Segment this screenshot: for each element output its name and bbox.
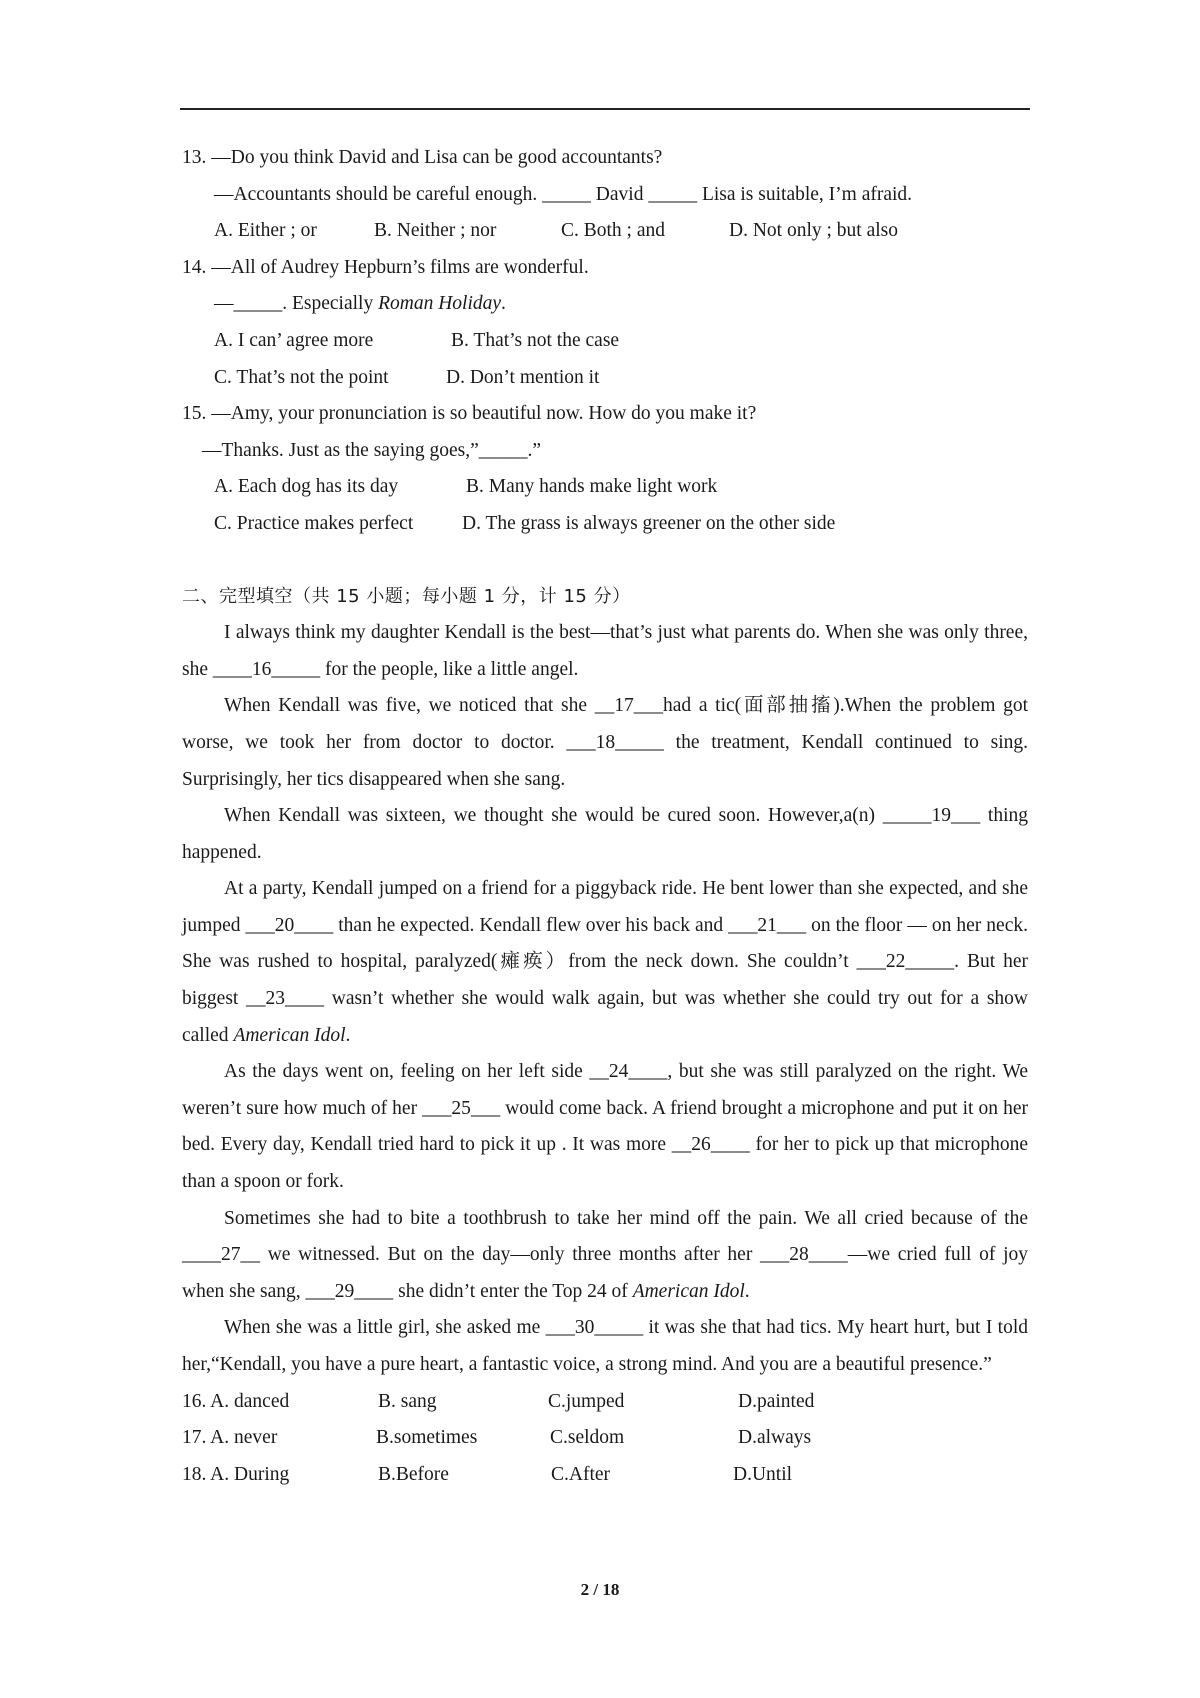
answer-row-18	[182, 1457, 1028, 1494]
page-content	[182, 140, 1028, 1493]
passage-paragraph-5: As the days went on, feeling on her left side __24____, but she was still paralyzed on the right. We weren’t sure how much of her ___25___ would come back. A friend brought a microphone and put it on her bed. Every day, Kendall tried hard to pick it up . It was more __26____ for her to pick up that microphone than a spoon or fork.	[182, 1061, 1028, 1193]
q15-option-c: C. Practice makes perfect	[214, 512, 414, 534]
answer-17-a: 17. A. never	[182, 1427, 278, 1449]
answer-row-16	[182, 1384, 1028, 1421]
answer-18-c: C.After	[551, 1463, 611, 1485]
passage-paragraph-2: When Kendall was five, we noticed that she __17___had a tic(面部抽搐).When the problem got worse, we took her from doctor to doctor. ___18_____ the treatment, Kendall continued to sing. Surprisingly, her tics disappeared when she sang.	[182, 695, 1028, 790]
q13-option-c: C. Both ; and	[561, 220, 666, 242]
q14-options-row2	[182, 360, 1028, 397]
q15-option-a: A. Each dog has its day	[214, 476, 399, 498]
passage-paragraph-7: When she was a little girl, she asked me ___30_____ it was she that had tics. My heart hurt, but I told her,“Kendall, you have a pure heart, a fantastic voice, a strong mind. And you are a beautiful presence.”	[182, 1317, 1028, 1375]
passage-p6-show-title: American Idol	[632, 1280, 745, 1302]
q14-option-d: D. Don’t mention it	[446, 366, 600, 388]
q14-option-c: C. That’s not the point	[214, 366, 389, 388]
q15-option-b: B. Many hands make light work	[466, 476, 718, 498]
answer-16-b: B. sang	[378, 1390, 437, 1412]
passage-p4-show-title: American Idol	[233, 1024, 346, 1046]
q13-stem: 13. —Do you think David and Lisa can be good accountants?	[182, 147, 663, 168]
passage-p4-text: At a party, Kendall jumped on a friend for a piggyback ride. He bent lower than she expected, and she jumped ___20____ than he expected. Kendall flew over his back and ___21___ on the floor — on her neck. She was rushed to hospital, paralyzed(瘫痪）from the neck down. She couldn’t ___22_____. But her biggest __23____ wasn’t whether she would walk again, but was whether she could try out for a show called	[182, 878, 1028, 1046]
q14-options-row1	[182, 323, 1028, 360]
q15-options-row2	[182, 506, 1028, 543]
answer-16-d: D.painted	[738, 1390, 815, 1412]
q13-option-b: B. Neither ; nor	[374, 220, 497, 242]
passage-p6-end: .	[744, 1280, 750, 1302]
q15-stem: 15. —Amy, your pronunciation is so beautiful now. How do you make it?	[182, 403, 757, 425]
answer-17-c: C.seldom	[550, 1427, 625, 1449]
page-number: 2 / 18	[580, 1580, 620, 1599]
q13-reply: —Accountants should be careful enough. _____ David _____ Lisa is suitable, I’m afraid.	[214, 183, 913, 205]
answer-16-a: 16. A. danced	[182, 1390, 290, 1412]
answer-18-a: 18. A. During	[182, 1463, 290, 1485]
q15-option-d: D. The grass is always greener on the other side	[462, 512, 836, 534]
header-rule	[180, 108, 1030, 110]
passage-p6-text: Sometimes she had to bite a toothbrush to take her mind off the pain. We all cried because of the ____27__ we witnessed. But on the day—only three months after her ___28____—we cried full of joy when she sang, ___29____ she didn’t enter the Top 24 of	[182, 1207, 1028, 1302]
q13-options	[182, 213, 1028, 250]
q14-reply-suffix: .	[501, 293, 506, 315]
passage-p4-end: .	[345, 1024, 351, 1046]
q15-reply: —Thanks. Just as the saying goes,”_____.”	[202, 439, 542, 461]
q15-options-row1	[182, 469, 1028, 506]
answer-row-17	[182, 1420, 1028, 1457]
answer-17-d: D.always	[738, 1427, 812, 1449]
q14-reply	[182, 286, 1028, 323]
answer-16-c: C.jumped	[548, 1390, 625, 1412]
answer-17-b: B.sometimes	[376, 1427, 478, 1449]
answer-18-d: D.Until	[733, 1463, 793, 1485]
section-title: 二、完型填空（共 15 小题；每小题 1 分，计 15 分）	[182, 585, 631, 607]
answer-18-b: B.Before	[378, 1463, 449, 1485]
q14-stem: 14. —All of Audrey Hepburn’s films are wonderful.	[182, 256, 589, 278]
passage-paragraph-6	[182, 1201, 1028, 1311]
passage-paragraph-1: I always think my daughter Kendall is the best—that’s just what parents do. When she was only three, she ____16_____ for the people, like a little angel.	[182, 622, 1028, 680]
q13-option-a: A. Either ; or	[214, 220, 317, 242]
q14-reply-title: Roman Holiday	[378, 293, 502, 315]
q14-reply-prefix: —_____. Especially	[214, 293, 379, 315]
passage-paragraph-3: When Kendall was sixteen, we thought she would be cured soon. However,a(n) _____19___ thing happened.	[182, 805, 1028, 863]
q14-option-a: A. I can’ agree more	[214, 329, 374, 351]
passage-paragraph-4	[182, 871, 1028, 1054]
q14-option-b: B. That’s not the case	[451, 329, 620, 351]
q13-option-d: D. Not only ; but also	[729, 220, 898, 242]
